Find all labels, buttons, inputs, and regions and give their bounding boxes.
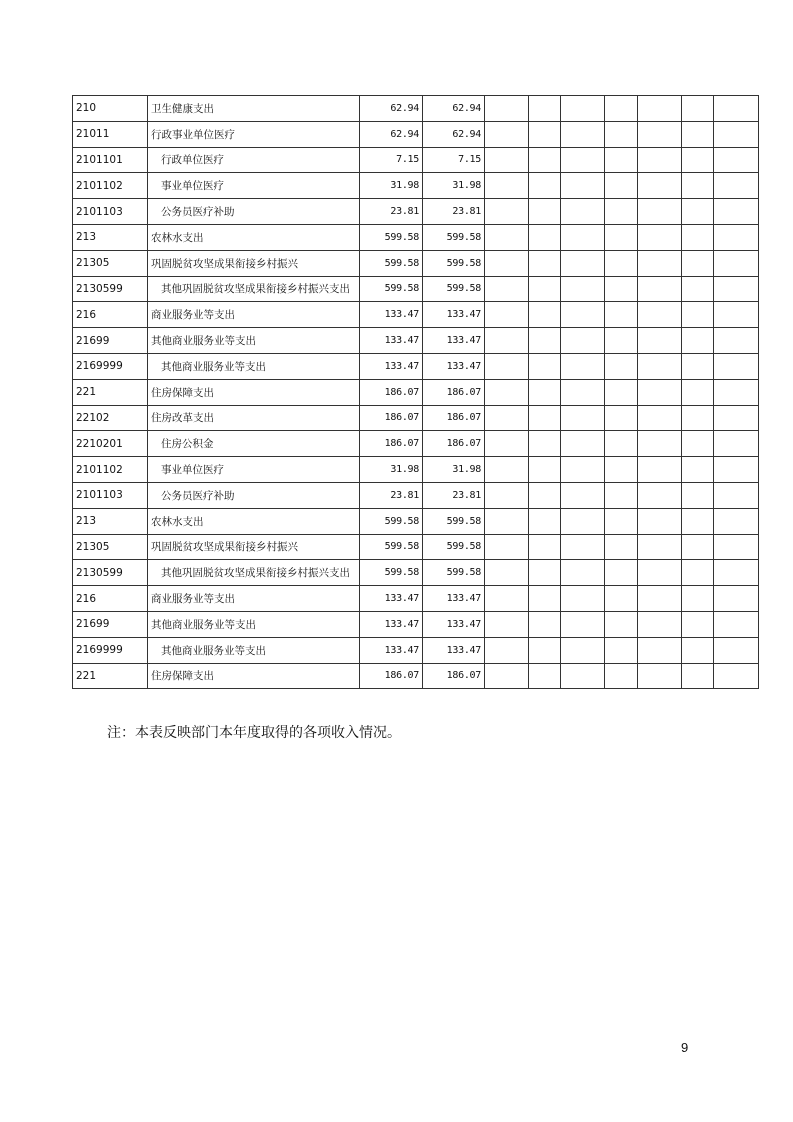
empty-cell — [682, 328, 714, 354]
empty-cell — [638, 663, 682, 689]
amount-total-cell: 23.81 — [360, 199, 423, 225]
empty-cell — [605, 482, 638, 508]
empty-cell — [529, 482, 561, 508]
subject-name-cell: 公务员医疗补助 — [148, 482, 360, 508]
amount-fiscal-cell: 23.81 — [423, 199, 485, 225]
empty-cell — [485, 250, 529, 276]
subject-code-cell: 2101102 — [73, 457, 148, 483]
empty-cell — [605, 405, 638, 431]
empty-cell — [529, 173, 561, 199]
amount-fiscal-cell: 133.47 — [423, 328, 485, 354]
empty-cell — [714, 508, 759, 534]
table-row — [73, 302, 759, 328]
empty-cell — [529, 199, 561, 225]
empty-cell — [485, 302, 529, 328]
empty-cell — [714, 457, 759, 483]
amount-total-cell: 599.58 — [360, 276, 423, 302]
empty-cell — [605, 147, 638, 173]
amount-total-cell: 23.81 — [360, 482, 423, 508]
empty-cell — [714, 147, 759, 173]
table-row — [73, 637, 759, 663]
amount-total-cell: 31.98 — [360, 173, 423, 199]
subject-name-cell: 巩固脱贫攻坚成果衔接乡村振兴 — [148, 250, 360, 276]
empty-cell — [682, 224, 714, 250]
table-row — [73, 534, 759, 560]
amount-total-cell: 62.94 — [360, 121, 423, 147]
empty-cell — [682, 534, 714, 560]
subject-code-cell: 216 — [73, 586, 148, 612]
table-row — [73, 353, 759, 379]
empty-cell — [605, 663, 638, 689]
subject-name-cell: 商业服务业等支出 — [148, 586, 360, 612]
amount-total-cell: 186.07 — [360, 663, 423, 689]
empty-cell — [561, 663, 605, 689]
empty-cell — [638, 199, 682, 225]
empty-cell — [682, 431, 714, 457]
empty-cell — [682, 353, 714, 379]
subject-code-cell: 22102 — [73, 405, 148, 431]
subject-code-cell: 2130599 — [73, 560, 148, 586]
subject-name-cell: 行政单位医疗 — [148, 147, 360, 173]
empty-cell — [682, 586, 714, 612]
empty-cell — [485, 121, 529, 147]
amount-fiscal-cell: 599.58 — [423, 560, 485, 586]
empty-cell — [561, 328, 605, 354]
subject-name-cell: 其他商业服务业等支出 — [148, 637, 360, 663]
table-row — [73, 147, 759, 173]
empty-cell — [485, 276, 529, 302]
table-body — [73, 96, 759, 689]
empty-cell — [714, 250, 759, 276]
empty-cell — [561, 224, 605, 250]
page-number: 9 — [681, 1040, 689, 1055]
amount-fiscal-cell: 186.07 — [423, 431, 485, 457]
empty-cell — [638, 302, 682, 328]
amount-total-cell: 186.07 — [360, 405, 423, 431]
empty-cell — [714, 121, 759, 147]
empty-cell — [561, 199, 605, 225]
subject-name-cell: 住房改革支出 — [148, 405, 360, 431]
amount-total-cell: 133.47 — [360, 302, 423, 328]
empty-cell — [605, 611, 638, 637]
empty-cell — [714, 379, 759, 405]
empty-cell — [485, 379, 529, 405]
empty-cell — [529, 147, 561, 173]
subject-code-cell: 21305 — [73, 534, 148, 560]
empty-cell — [561, 431, 605, 457]
subject-code-cell: 210 — [73, 96, 148, 122]
empty-cell — [638, 637, 682, 663]
empty-cell — [561, 560, 605, 586]
empty-cell — [682, 96, 714, 122]
amount-total-cell: 186.07 — [360, 379, 423, 405]
empty-cell — [561, 250, 605, 276]
subject-code-cell: 2101103 — [73, 482, 148, 508]
empty-cell — [529, 250, 561, 276]
empty-cell — [605, 353, 638, 379]
subject-code-cell: 213 — [73, 224, 148, 250]
subject-name-cell: 住房公积金 — [148, 431, 360, 457]
empty-cell — [561, 353, 605, 379]
amount-fiscal-cell: 23.81 — [423, 482, 485, 508]
subject-name-cell: 农林水支出 — [148, 508, 360, 534]
amount-fiscal-cell: 133.47 — [423, 302, 485, 328]
empty-cell — [561, 302, 605, 328]
empty-cell — [638, 224, 682, 250]
empty-cell — [605, 250, 638, 276]
table-row — [73, 121, 759, 147]
empty-cell — [714, 663, 759, 689]
empty-cell — [714, 431, 759, 457]
empty-cell — [485, 534, 529, 560]
empty-cell — [485, 560, 529, 586]
empty-cell — [529, 96, 561, 122]
empty-cell — [561, 379, 605, 405]
empty-cell — [605, 534, 638, 560]
subject-code-cell: 2101101 — [73, 147, 148, 173]
empty-cell — [682, 508, 714, 534]
empty-cell — [714, 637, 759, 663]
empty-cell — [605, 276, 638, 302]
budget-table — [72, 95, 759, 689]
empty-cell — [529, 276, 561, 302]
empty-cell — [485, 96, 529, 122]
subject-code-cell: 21699 — [73, 328, 148, 354]
amount-fiscal-cell: 7.15 — [423, 147, 485, 173]
empty-cell — [561, 482, 605, 508]
subject-name-cell: 农林水支出 — [148, 224, 360, 250]
empty-cell — [714, 96, 759, 122]
empty-cell — [529, 379, 561, 405]
subject-code-cell: 21011 — [73, 121, 148, 147]
empty-cell — [529, 353, 561, 379]
amount-total-cell: 599.58 — [360, 534, 423, 560]
empty-cell — [714, 534, 759, 560]
empty-cell — [638, 482, 682, 508]
empty-cell — [714, 353, 759, 379]
table-row — [73, 560, 759, 586]
subject-name-cell: 其他商业服务业等支出 — [148, 328, 360, 354]
subject-name-cell: 其他商业服务业等支出 — [148, 611, 360, 637]
empty-cell — [605, 224, 638, 250]
empty-cell — [682, 457, 714, 483]
empty-cell — [529, 534, 561, 560]
subject-code-cell: 2101102 — [73, 173, 148, 199]
table-row — [73, 224, 759, 250]
table-row — [73, 508, 759, 534]
empty-cell — [638, 147, 682, 173]
empty-cell — [638, 534, 682, 560]
table-row — [73, 405, 759, 431]
amount-fiscal-cell: 133.47 — [423, 586, 485, 612]
empty-cell — [714, 482, 759, 508]
empty-cell — [605, 302, 638, 328]
empty-cell — [714, 224, 759, 250]
empty-cell — [605, 379, 638, 405]
empty-cell — [561, 276, 605, 302]
table-row — [73, 96, 759, 122]
table-row — [73, 457, 759, 483]
empty-cell — [529, 405, 561, 431]
empty-cell — [638, 250, 682, 276]
amount-total-cell: 133.47 — [360, 637, 423, 663]
empty-cell — [638, 560, 682, 586]
empty-cell — [529, 328, 561, 354]
empty-cell — [605, 121, 638, 147]
amount-total-cell: 186.07 — [360, 431, 423, 457]
empty-cell — [529, 302, 561, 328]
amount-fiscal-cell: 31.98 — [423, 457, 485, 483]
empty-cell — [561, 405, 605, 431]
empty-cell — [638, 121, 682, 147]
empty-cell — [529, 637, 561, 663]
empty-cell — [529, 586, 561, 612]
amount-fiscal-cell: 133.47 — [423, 353, 485, 379]
subject-name-cell: 其他巩固脱贫攻坚成果衔接乡村振兴支出 — [148, 560, 360, 586]
table-row — [73, 586, 759, 612]
empty-cell — [682, 560, 714, 586]
amount-total-cell: 133.47 — [360, 586, 423, 612]
empty-cell — [714, 586, 759, 612]
empty-cell — [682, 173, 714, 199]
amount-total-cell: 133.47 — [360, 611, 423, 637]
table-row — [73, 328, 759, 354]
amount-fiscal-cell: 62.94 — [423, 121, 485, 147]
empty-cell — [561, 147, 605, 173]
amount-fiscal-cell: 599.58 — [423, 534, 485, 560]
empty-cell — [561, 534, 605, 560]
empty-cell — [529, 224, 561, 250]
empty-cell — [561, 611, 605, 637]
table-row — [73, 379, 759, 405]
empty-cell — [529, 560, 561, 586]
amount-fiscal-cell: 133.47 — [423, 611, 485, 637]
empty-cell — [714, 276, 759, 302]
empty-cell — [529, 611, 561, 637]
empty-cell — [638, 405, 682, 431]
subject-name-cell: 巩固脱贫攻坚成果衔接乡村振兴 — [148, 534, 360, 560]
empty-cell — [485, 199, 529, 225]
empty-cell — [682, 611, 714, 637]
amount-fiscal-cell: 186.07 — [423, 379, 485, 405]
empty-cell — [485, 482, 529, 508]
table-row — [73, 173, 759, 199]
empty-cell — [561, 173, 605, 199]
empty-cell — [561, 121, 605, 147]
subject-code-cell: 216 — [73, 302, 148, 328]
empty-cell — [682, 199, 714, 225]
subject-code-cell: 213 — [73, 508, 148, 534]
empty-cell — [485, 173, 529, 199]
empty-cell — [529, 457, 561, 483]
table-row — [73, 611, 759, 637]
empty-cell — [682, 637, 714, 663]
empty-cell — [485, 457, 529, 483]
amount-total-cell: 62.94 — [360, 96, 423, 122]
empty-cell — [682, 379, 714, 405]
subject-name-cell: 其他商业服务业等支出 — [148, 353, 360, 379]
amount-total-cell: 7.15 — [360, 147, 423, 173]
empty-cell — [638, 173, 682, 199]
empty-cell — [638, 611, 682, 637]
empty-cell — [485, 224, 529, 250]
subject-code-cell: 2210201 — [73, 431, 148, 457]
subject-name-cell: 事业单位医疗 — [148, 173, 360, 199]
empty-cell — [638, 457, 682, 483]
amount-fiscal-cell: 186.07 — [423, 405, 485, 431]
subject-code-cell: 221 — [73, 379, 148, 405]
amount-total-cell: 599.58 — [360, 250, 423, 276]
subject-code-cell: 2169999 — [73, 637, 148, 663]
amount-total-cell: 599.58 — [360, 224, 423, 250]
amount-total-cell: 31.98 — [360, 457, 423, 483]
amount-total-cell: 599.58 — [360, 560, 423, 586]
amount-fiscal-cell: 133.47 — [423, 637, 485, 663]
subject-name-cell: 其他巩固脱贫攻坚成果衔接乡村振兴支出 — [148, 276, 360, 302]
empty-cell — [529, 121, 561, 147]
empty-cell — [485, 431, 529, 457]
empty-cell — [638, 328, 682, 354]
subject-name-cell: 公务员医疗补助 — [148, 199, 360, 225]
table-row — [73, 431, 759, 457]
empty-cell — [605, 637, 638, 663]
empty-cell — [485, 611, 529, 637]
empty-cell — [638, 586, 682, 612]
subject-code-cell: 221 — [73, 663, 148, 689]
empty-cell — [682, 276, 714, 302]
empty-cell — [485, 328, 529, 354]
empty-cell — [529, 663, 561, 689]
table-note: 注：本表反映部门本年度取得的各项收入情况。 — [107, 725, 401, 741]
amount-fiscal-cell: 599.58 — [423, 276, 485, 302]
subject-name-cell: 卫生健康支出 — [148, 96, 360, 122]
empty-cell — [682, 147, 714, 173]
empty-cell — [605, 328, 638, 354]
empty-cell — [682, 302, 714, 328]
empty-cell — [682, 405, 714, 431]
empty-cell — [714, 302, 759, 328]
subject-code-cell: 2169999 — [73, 353, 148, 379]
amount-fiscal-cell: 31.98 — [423, 173, 485, 199]
empty-cell — [714, 560, 759, 586]
empty-cell — [485, 353, 529, 379]
empty-cell — [485, 405, 529, 431]
empty-cell — [682, 663, 714, 689]
amount-fiscal-cell: 599.58 — [423, 224, 485, 250]
empty-cell — [605, 96, 638, 122]
table-row — [73, 276, 759, 302]
amount-fiscal-cell: 62.94 — [423, 96, 485, 122]
table-row — [73, 663, 759, 689]
empty-cell — [605, 173, 638, 199]
table-row — [73, 482, 759, 508]
subject-name-cell: 住房保障支出 — [148, 379, 360, 405]
subject-code-cell: 21699 — [73, 611, 148, 637]
table-row — [73, 250, 759, 276]
empty-cell — [714, 611, 759, 637]
empty-cell — [605, 431, 638, 457]
empty-cell — [682, 121, 714, 147]
empty-cell — [561, 96, 605, 122]
empty-cell — [605, 508, 638, 534]
subject-name-cell: 住房保障支出 — [148, 663, 360, 689]
empty-cell — [485, 586, 529, 612]
amount-total-cell: 133.47 — [360, 353, 423, 379]
empty-cell — [485, 637, 529, 663]
empty-cell — [485, 663, 529, 689]
empty-cell — [561, 457, 605, 483]
empty-cell — [638, 353, 682, 379]
empty-cell — [638, 431, 682, 457]
empty-cell — [638, 276, 682, 302]
empty-cell — [605, 199, 638, 225]
empty-cell — [638, 508, 682, 534]
empty-cell — [529, 431, 561, 457]
amount-total-cell: 599.58 — [360, 508, 423, 534]
empty-cell — [682, 250, 714, 276]
empty-cell — [714, 173, 759, 199]
empty-cell — [561, 586, 605, 612]
empty-cell — [605, 457, 638, 483]
table-row — [73, 199, 759, 225]
amount-fiscal-cell: 599.58 — [423, 250, 485, 276]
subject-code-cell: 2130599 — [73, 276, 148, 302]
empty-cell — [485, 508, 529, 534]
empty-cell — [714, 199, 759, 225]
empty-cell — [605, 560, 638, 586]
empty-cell — [638, 379, 682, 405]
empty-cell — [714, 405, 759, 431]
empty-cell — [638, 96, 682, 122]
empty-cell — [529, 508, 561, 534]
empty-cell — [561, 508, 605, 534]
amount-fiscal-cell: 186.07 — [423, 663, 485, 689]
empty-cell — [485, 147, 529, 173]
subject-name-cell: 商业服务业等支出 — [148, 302, 360, 328]
subject-name-cell: 事业单位医疗 — [148, 457, 360, 483]
empty-cell — [561, 637, 605, 663]
empty-cell — [682, 482, 714, 508]
empty-cell — [714, 328, 759, 354]
subject-code-cell: 2101103 — [73, 199, 148, 225]
subject-name-cell: 行政事业单位医疗 — [148, 121, 360, 147]
empty-cell — [605, 586, 638, 612]
amount-fiscal-cell: 599.58 — [423, 508, 485, 534]
amount-total-cell: 133.47 — [360, 328, 423, 354]
subject-code-cell: 21305 — [73, 250, 148, 276]
